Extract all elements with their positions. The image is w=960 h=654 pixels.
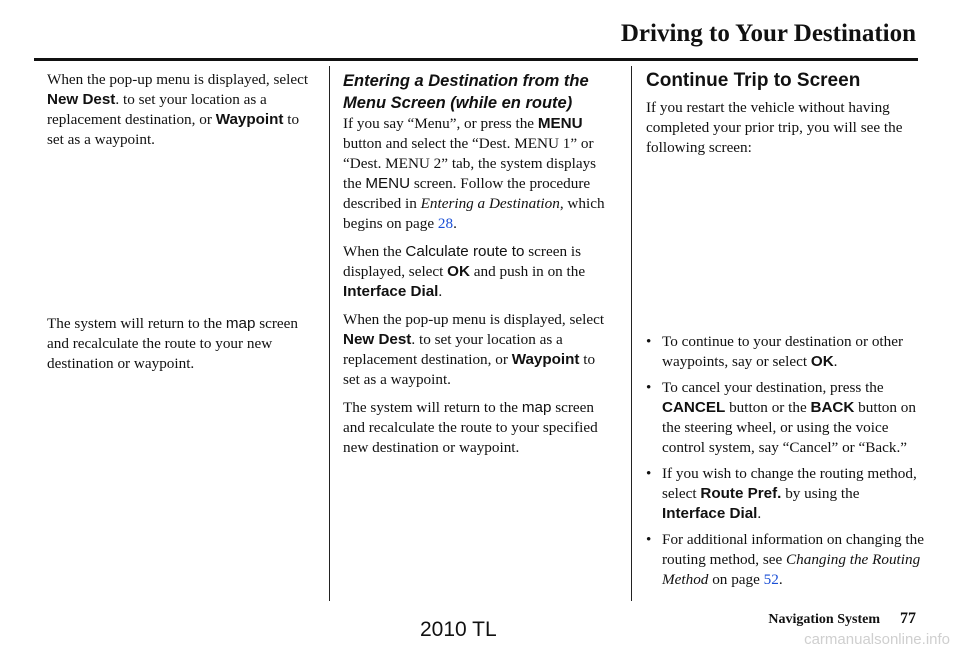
keyword-interface-dial: Interface Dial [343,283,439,300]
keyword-waypoint: Waypoint [215,111,284,128]
keyword-route-pref: Route Pref. [700,485,782,502]
list-item: • For additional information on changing the routing method, see Changing the Routing Method on page 52. [646,531,924,588]
page-link[interactable]: 52 [763,571,779,588]
column-divider [631,66,632,601]
paragraph: The system will return to the map screen and recalculate the route to your new destination or waypoint. [47,315,298,372]
keyword-interface-dial: Interface Dial [662,505,758,522]
keyword-map: map [521,399,552,416]
footer-section-label: Navigation System [768,612,880,627]
spacer [47,158,317,314]
screen-image-placeholder [646,166,926,332]
keyword-map: map [225,315,256,332]
header-rule [34,58,918,61]
paragraph: When the Calculate route to screen is displayed, select OK and push in on the Interface Dial. [343,243,586,300]
paragraph: The system will return to the map screen and recalculate the route to your specified new destination or waypoint. [343,399,598,456]
paragraph: If you restart the vehicle without having completed your prior trip, you will see the following screen: [646,99,903,156]
paragraph: If you say “Menu”, or press the MENU button and select the “Dest. MENU 1” or “Dest. MENU 2” tab, the system displays the MENU screen. Follow the procedure described in Entering a Destination, which begins on page 28. [343,115,605,232]
keyword-ok: OK [447,263,470,280]
list-item: • To continue to your destination or other waypoints, say or select OK. [646,333,904,370]
list-item: • If you wish to change the routing method, select Route Pref. by using the Interface Dial. [646,465,917,522]
bullet-list [646,332,926,590]
keyword-new-dest: New Dest [47,91,116,108]
paragraph: When the pop-up menu is displayed, select New Dest. to set your location as a replacement destination, or Waypoint to set as a waypoint. [343,311,605,388]
page-link[interactable]: 28 [437,215,454,232]
keyword-menu: MENU [537,115,583,132]
list-item: • To cancel your destination, press the CANCEL button or the BACK button on the steering wheel, or using the voice control system, say “Cancel” or “Back.” [646,379,916,456]
keyword-waypoint: Waypoint [511,351,580,368]
section-heading: Continue Trip to Screen [646,70,861,91]
keyword-ok: OK [810,353,834,370]
column-middle [343,70,615,466]
keyword-back: BACK [810,399,855,416]
keyword-calculate-route: Calculate route to [405,243,525,260]
section-heading: Entering a Destination from the Menu Screen (while en route) [343,72,589,112]
keyword-new-dest: New Dest [343,331,412,348]
column-divider [329,66,330,601]
model-label: 2010 TL [420,618,497,641]
paragraph: When the pop-up menu is displayed, select New Dest. to set your location as a replacement destination, or Waypoint to set as a waypoint. [47,71,309,148]
keyword-menu: MENU [365,175,411,192]
keyword-cancel: CANCEL [662,399,726,416]
column-right [646,70,926,596]
column-left [47,70,317,382]
page-number: 77 [900,610,916,627]
watermark: carmanualsonline.info [804,631,950,648]
page-title: Driving to Your Destination [620,20,916,47]
